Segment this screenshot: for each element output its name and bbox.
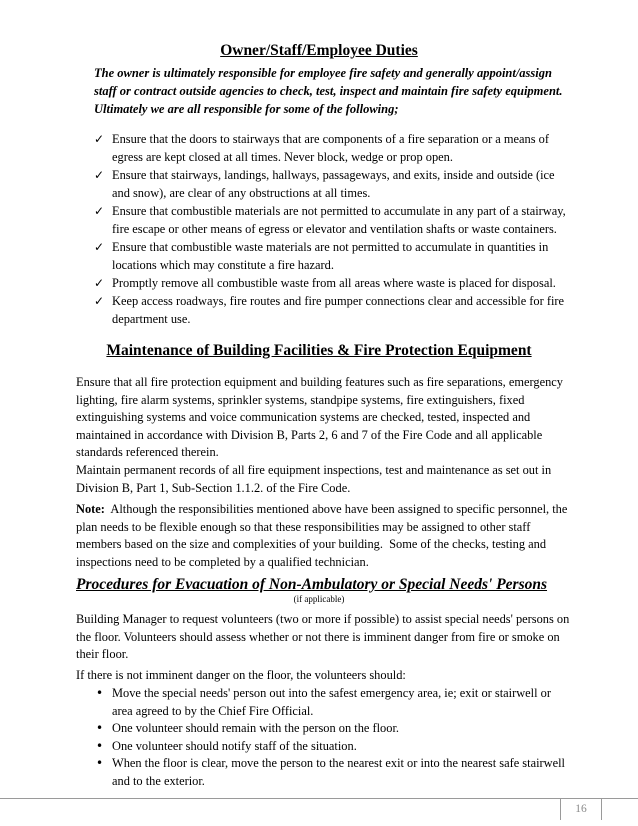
checklist-item (94, 130, 574, 166)
bullet-item (94, 685, 574, 720)
bullet-item (94, 720, 574, 738)
checkmark-icon: ✓ (94, 294, 105, 308)
checkmark-icon: ✓ (94, 168, 105, 182)
bullet-item-text: One volunteer should remain with the person on the floor. (112, 721, 399, 735)
section-heading-evacuation: Procedures for Evacuation of Non-Ambulatory or Special Needs' Persons (76, 576, 548, 593)
section-heading-duties: Owner/Staff/Employee Duties (220, 42, 418, 59)
checklist-item-text: Ensure that combustible waste materials are not permitted to accumulate in quantities in locations which may constitute a fire hazard. (112, 240, 549, 272)
checklist-item (94, 274, 574, 292)
footer-divider (0, 798, 638, 799)
records-paragraph: Maintain permanent records of all fire equipment inspections, test and maintenance as set out in Division B, Part 1, Sub-Section 1.1.2. of the Fire Code. (76, 463, 552, 495)
bullet-item-text: When the floor is clear, move the person to the nearest exit or into the nearest safe stairwell and to the exterior. (112, 756, 565, 788)
maintenance-paragraph: Ensure that all fire protection equipment and building features such as fire separations, emergency lighting, fire alarm systems, sprinkler systems, standpipe systems, fire extinguishers, fixed extinguishing systems and voice communication systems are checked, tested, inspected and maintained in accordance with Division B, Parts 2, 6 and 7 of the Fire Code and all applicable standards referenced therein. (76, 375, 563, 459)
checklist-item (94, 238, 574, 274)
bullet-item-text: Move the special needs' person out into the safest emergency area, ie; exit or stairwell or area agreed to by the Chief Fire Official. (112, 686, 551, 718)
bullet-icon: • (96, 686, 104, 700)
bullet-item (94, 738, 574, 756)
checkmark-icon: ✓ (94, 276, 105, 290)
bullet-item-text: One volunteer should notify staff of the situation. (112, 738, 357, 753)
duties-checklist (94, 130, 574, 328)
volunteers-paragraph: Building Manager to request volunteers (two or more if possible) to assist special needs' persons on the floor. Volunteers should assess whether or not there is imminent danger from fire or smoke on their floor. (76, 612, 570, 661)
page-number: 16 (560, 798, 602, 820)
bullet-icon: • (96, 721, 104, 735)
checklist-item (94, 166, 574, 202)
checklist-item-text: Ensure that combustible materials are not permitted to accumulate in any part of a stairway, fire escape or other means of egress or elevator and ventilation shafts or waste containers. (112, 204, 566, 236)
bullet-item (94, 755, 574, 790)
note-paragraph (76, 501, 576, 571)
checklist-item-text: Ensure that the doors to stairways that are components of a fire separation or a means of egress are kept closed at all times. Never block, wedge or prop open. (112, 132, 549, 164)
note-label: Note: (76, 502, 105, 516)
section-heading-maintenance: Maintenance of Building Facilities & Fire Protection Equipment (106, 342, 532, 359)
checkmark-icon: ✓ (94, 240, 105, 254)
note-text: Although the responsibilities mentioned above have been assigned to specific personnel, the plan needs to be flexible enough so that these responsibilities may be assigned to other staff members based on the size and complexities of your building. Some of the checks, testing and inspections need to be completed by a qualified technician. (76, 502, 571, 569)
intro-paragraph: The owner is ultimately responsible for employee fire safety and generally appoint/assign staff or contract outside agencies to check, test, inspect and maintain fire safety equipment. Ultimately we are all responsible for some of the following; (94, 66, 563, 116)
checkmark-icon: ✓ (94, 204, 105, 218)
checkmark-icon: ✓ (94, 132, 105, 146)
checklist-item-text: Ensure that stairways, landings, hallways, passageways, and exits, inside and outside (ice and snow), are clear of any obstructions at all times. (112, 168, 555, 200)
section-subheading-applicable: (if applicable) (293, 594, 345, 604)
bullet-icon: • (96, 738, 104, 753)
checklist-item-text: Promptly remove all combustible waste from all areas where waste is placed for disposal. (112, 276, 556, 290)
checklist-item (94, 202, 574, 238)
evacuation-bullet-list (94, 685, 574, 790)
checklist-item-text: Keep access roadways, fire routes and fire pumper connections clear and accessible for fire department use. (112, 294, 565, 326)
no-danger-paragraph: If there is not imminent danger on the floor, the volunteers should: (76, 668, 406, 682)
bullet-icon: • (96, 756, 104, 770)
checklist-item (94, 292, 574, 328)
